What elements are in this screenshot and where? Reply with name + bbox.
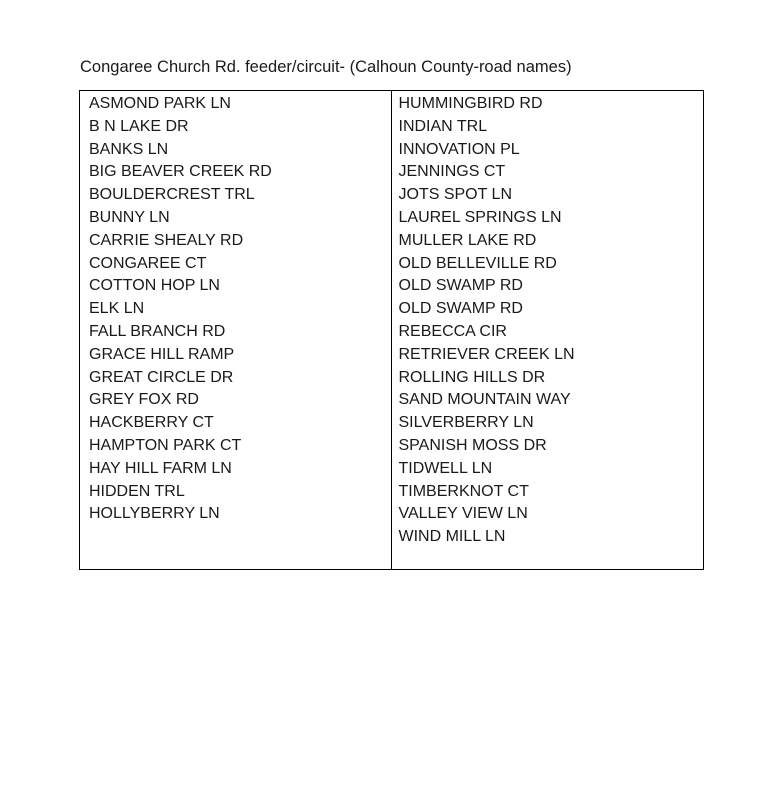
road-name: JOTS SPOT LN [398,186,513,204]
road-name: BIG BEAVER CREEK RD [89,163,272,181]
road-name: LAUREL SPRINGS LN [398,208,562,226]
road-name: TIDWELL LN [398,459,493,477]
road-name: HAY HILL FARM LN [89,459,232,477]
road-name: INDIAN TRL [398,117,488,135]
road-name: HAMPTON PARK CT [89,436,242,454]
road-name: TIMBERKNOT CT [398,482,529,500]
road-name: VALLEY VIEW LN [398,505,528,523]
road-name: GRACE HILL RAMP [89,345,235,363]
road-name: INNOVATION PL [398,140,520,158]
road-name: ASMOND PARK LN [89,95,231,112]
road-name: MULLER LAKE RD [398,231,537,249]
road-name: ROLLING HILLS DR [398,368,546,386]
road-column-right [392,91,704,569]
road-name: B N LAKE DR [89,117,189,135]
road-name: BOULDERCREST TRL [89,186,255,204]
road-name: GREY FOX RD [89,391,199,409]
road-name: HOLLYBERRY LN [89,505,220,523]
road-name: ELK LN [89,300,145,318]
road-name: JENNINGS CT [398,163,506,181]
road-name: BUNNY LN [89,208,170,226]
road-name: HUMMINGBIRD RD [398,95,543,112]
road-name: WIND MILL LN [398,528,506,546]
road-names-table [79,90,704,570]
road-name: OLD BELLEVILLE RD [398,254,557,272]
road-name: CONGAREE CT [89,254,207,272]
road-name: CARRIE SHEALY RD [89,231,244,249]
road-name: RETRIEVER CREEK LN [398,345,575,363]
road-name: COTTON HOP LN [89,277,220,295]
road-name: REBECCA CIR [398,322,507,340]
road-name: BANKS LN [89,140,169,158]
road-name: FALL BRANCH RD [89,322,226,340]
road-name: GREAT CIRCLE DR [89,368,234,386]
road-name: HIDDEN TRL [89,482,185,500]
road-name: SPANISH MOSS DR [398,436,547,454]
road-name: OLD SWAMP RD [398,277,523,295]
road-name: SILVERBERRY LN [398,414,534,432]
page-title: Congaree Church Rd. feeder/circuit- (Calhoun County-road names) [80,58,572,76]
road-name: HACKBERRY CT [89,414,214,432]
road-name: SAND MOUNTAIN WAY [398,391,571,409]
road-name: OLD SWAMP RD [398,300,523,318]
road-column-left [80,91,392,569]
